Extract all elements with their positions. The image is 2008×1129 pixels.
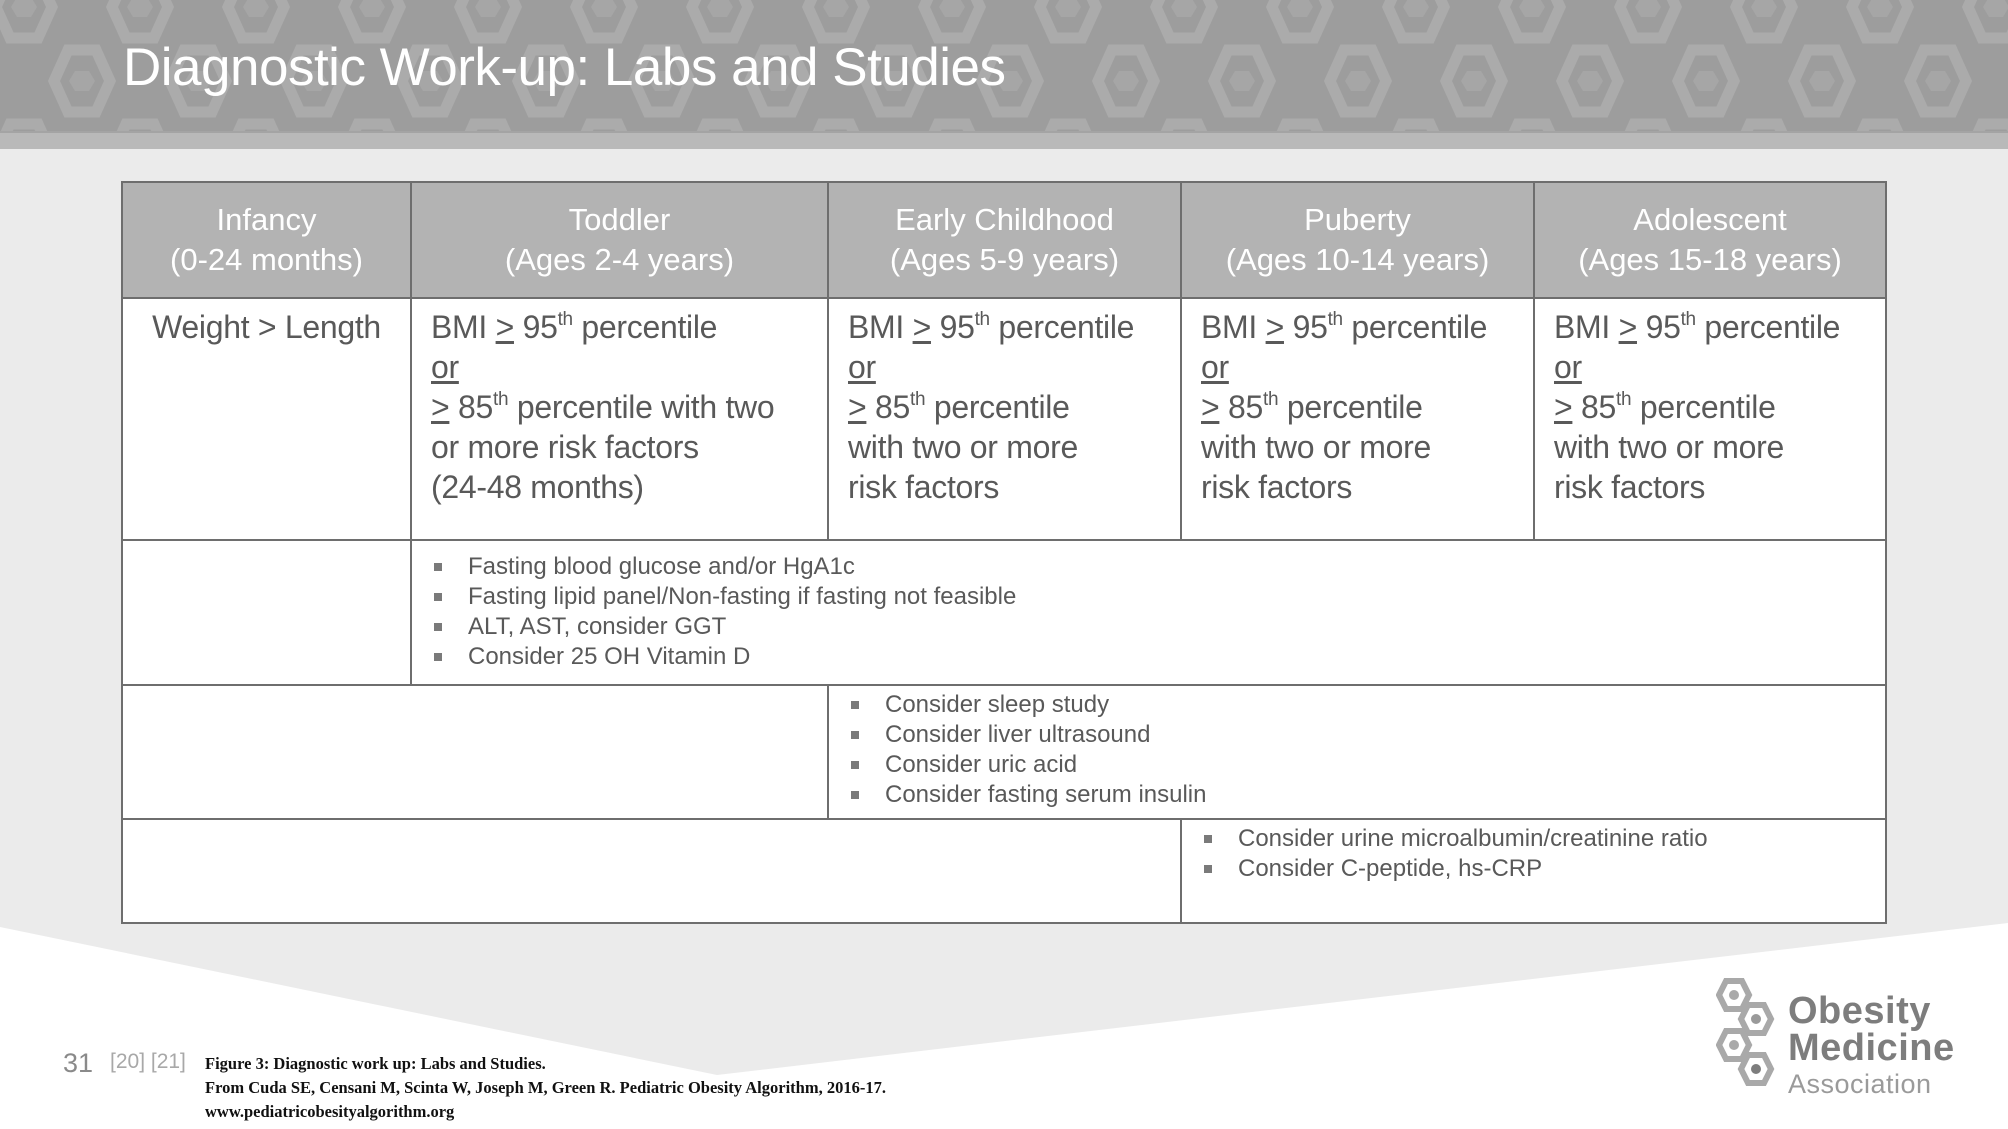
- lab-item: [849, 690, 1885, 720]
- percentile-word: percentile: [1351, 309, 1488, 345]
- slide-number: 31: [63, 1048, 94, 1078]
- criteria-text: with two or more: [1554, 429, 1784, 465]
- gte-symbol: >: [495, 309, 514, 345]
- lab-text: Fasting blood glucose and/or HgA1c: [468, 553, 855, 580]
- citation-url: www.pediatricobesityalgorithm.org: [205, 1102, 455, 1121]
- citation-source: From Cuda SE, Censani M, Scinta W, Joseph M, Green R. Pediatric Obesity Algorithm, 2016-17.: [205, 1078, 886, 1097]
- diagnostic-table: [121, 181, 1887, 924]
- labs-list: [412, 541, 1885, 672]
- reference-markers: [20] [21]: [110, 1050, 186, 1073]
- header-range: (Ages 10-14 years): [1225, 242, 1490, 277]
- square-bullet-icon: [851, 761, 859, 769]
- labs-row3-empty: [121, 818, 1182, 924]
- gte-symbol: >: [1265, 309, 1284, 345]
- criteria-text: risk factors: [1201, 469, 1353, 505]
- labs-early-childhood-onward: [827, 684, 1887, 820]
- lab-item: [432, 612, 1885, 642]
- gte-symbol: >: [431, 389, 450, 425]
- slide-title: Diagnostic Work-up: Labs and Studies: [123, 38, 1006, 97]
- header-toddler: [410, 181, 829, 299]
- labs-list: [1182, 820, 1885, 884]
- header-range: (Ages 15-18 years): [1578, 242, 1842, 277]
- criteria-text: with two or more: [848, 429, 1078, 465]
- header-name: Early Childhood: [895, 202, 1114, 237]
- lab-item: [1202, 824, 1885, 854]
- ordinal-suffix: th: [1615, 389, 1632, 410]
- header-range: (Ages 2-4 years): [504, 242, 735, 277]
- header-name: Infancy: [216, 202, 317, 237]
- lab-text: Consider sleep study: [885, 691, 1110, 718]
- header-range: (0-24 months): [170, 242, 363, 277]
- criteria-text: or more risk factors: [431, 429, 699, 465]
- criteria-adolescent: [1533, 297, 1887, 541]
- bmi-label: BMI: [431, 309, 487, 345]
- gte-symbol: >: [1201, 389, 1220, 425]
- ordinal-suffix: th: [974, 309, 990, 330]
- criteria-bmi-line: [848, 307, 1180, 347]
- percentile-value: 85: [1580, 389, 1616, 425]
- percentile-word: percentile: [998, 309, 1135, 345]
- percentile-word: percentile: [1704, 309, 1841, 345]
- criteria-text: percentile: [933, 389, 1070, 425]
- ordinal-suffix: th: [1680, 309, 1696, 330]
- header-name: Adolescent: [1633, 202, 1787, 237]
- criteria-early-childhood: [827, 297, 1182, 541]
- criteria-bmi-line: [431, 307, 827, 347]
- hexagon-cluster-icon: [1716, 975, 1786, 1095]
- or-connector: or: [848, 349, 876, 385]
- lab-text: Consider uric acid: [885, 751, 1078, 778]
- square-bullet-icon: [851, 731, 859, 739]
- criteria-toddler: [410, 297, 829, 541]
- ordinal-suffix: th: [1327, 309, 1343, 330]
- banner-stripe: [0, 131, 2008, 149]
- lab-item: [432, 582, 1885, 612]
- ordinal-suffix: th: [557, 309, 573, 330]
- square-bullet-icon: [434, 653, 442, 661]
- criteria-infancy: [121, 297, 412, 541]
- logo-wordmark: [1788, 990, 1955, 1101]
- lab-item: [849, 750, 1885, 780]
- square-bullet-icon: [851, 701, 859, 709]
- labs-row1-empty: [121, 539, 412, 686]
- percentile-value: 95: [1292, 309, 1328, 345]
- obesity-medicine-association-logo: [1716, 975, 1976, 1100]
- or-connector: or: [1554, 349, 1582, 385]
- criteria-text: with two or more: [1201, 429, 1431, 465]
- percentile-word: percentile: [581, 309, 718, 345]
- gte-symbol: >: [848, 389, 867, 425]
- ordinal-suffix: th: [1262, 389, 1279, 410]
- criteria-bmi-line: [1201, 307, 1533, 347]
- square-bullet-icon: [434, 623, 442, 631]
- header-range: (Ages 5-9 years): [889, 242, 1120, 277]
- header-puberty: [1180, 181, 1535, 299]
- bmi-label: BMI: [848, 309, 904, 345]
- bmi-label: BMI: [1201, 309, 1257, 345]
- header-adolescent: [1533, 181, 1887, 299]
- criteria-85-line: [431, 387, 827, 427]
- figure-citation: [205, 1052, 886, 1124]
- percentile-value: 85: [874, 389, 910, 425]
- criteria-85-line: [848, 387, 1180, 427]
- labs-row2-empty: [121, 684, 829, 820]
- lab-text: Consider liver ultrasound: [885, 721, 1151, 748]
- criteria-text: risk factors: [1554, 469, 1706, 505]
- lab-item: [432, 552, 1885, 582]
- criteria-text: percentile: [1639, 389, 1776, 425]
- header-infancy: [121, 181, 412, 299]
- citation-title: Figure 3: Diagnostic work up: Labs and Studies.: [205, 1054, 546, 1073]
- or-connector: or: [431, 349, 459, 385]
- lab-text: Fasting lipid panel/Non-fasting if fasting not feasible: [468, 583, 1017, 610]
- square-bullet-icon: [1204, 865, 1212, 873]
- lab-text: Consider urine microalbumin/creatinine ratio: [1238, 825, 1708, 852]
- header-name: Toddler: [568, 202, 671, 237]
- percentile-value: 95: [1645, 309, 1681, 345]
- criteria-85-line: [1554, 387, 1885, 427]
- gte-symbol: >: [1554, 389, 1573, 425]
- lab-text: Consider C-peptide, hs-CRP: [1238, 855, 1543, 882]
- labs-list: [829, 686, 1885, 810]
- or-connector: or: [1201, 349, 1229, 385]
- logo-line-2: Medicine: [1788, 1027, 1955, 1069]
- percentile-value: 85: [1227, 389, 1263, 425]
- lab-text: ALT, AST, consider GGT: [468, 613, 727, 640]
- logo-line-3: Association: [1788, 1069, 1932, 1099]
- gte-symbol: >: [1618, 309, 1637, 345]
- labs-toddler-onward: [410, 539, 1887, 686]
- labs-puberty-onward: [1180, 818, 1887, 924]
- lab-item: [849, 720, 1885, 750]
- header-name: Puberty: [1304, 202, 1411, 237]
- lab-item: [1202, 854, 1885, 884]
- square-bullet-icon: [434, 563, 442, 571]
- square-bullet-icon: [1204, 835, 1212, 843]
- ordinal-suffix: th: [492, 389, 509, 410]
- criteria-text: (24-48 months): [431, 469, 644, 505]
- gte-symbol: >: [912, 309, 931, 345]
- lab-text: Consider fasting serum insulin: [885, 781, 1207, 808]
- logo-line-1: Obesity: [1788, 990, 1931, 1032]
- percentile-value: 85: [457, 389, 493, 425]
- criteria-text: percentile with two: [516, 389, 775, 425]
- header-early-childhood: [827, 181, 1182, 299]
- lab-item: [432, 642, 1885, 672]
- criteria-text: percentile: [1286, 389, 1423, 425]
- percentile-value: 95: [939, 309, 975, 345]
- criteria-bmi-line: [1554, 307, 1885, 347]
- criteria-85-line: [1201, 387, 1533, 427]
- lab-text: Consider 25 OH Vitamin D: [468, 643, 751, 670]
- criteria-puberty: [1180, 297, 1535, 541]
- criteria-text: risk factors: [848, 469, 1000, 505]
- criteria-text: Weight > Length: [152, 309, 381, 345]
- bmi-label: BMI: [1554, 309, 1610, 345]
- lab-item: [849, 780, 1885, 810]
- square-bullet-icon: [851, 791, 859, 799]
- square-bullet-icon: [434, 593, 442, 601]
- percentile-value: 95: [522, 309, 558, 345]
- ordinal-suffix: th: [909, 389, 926, 410]
